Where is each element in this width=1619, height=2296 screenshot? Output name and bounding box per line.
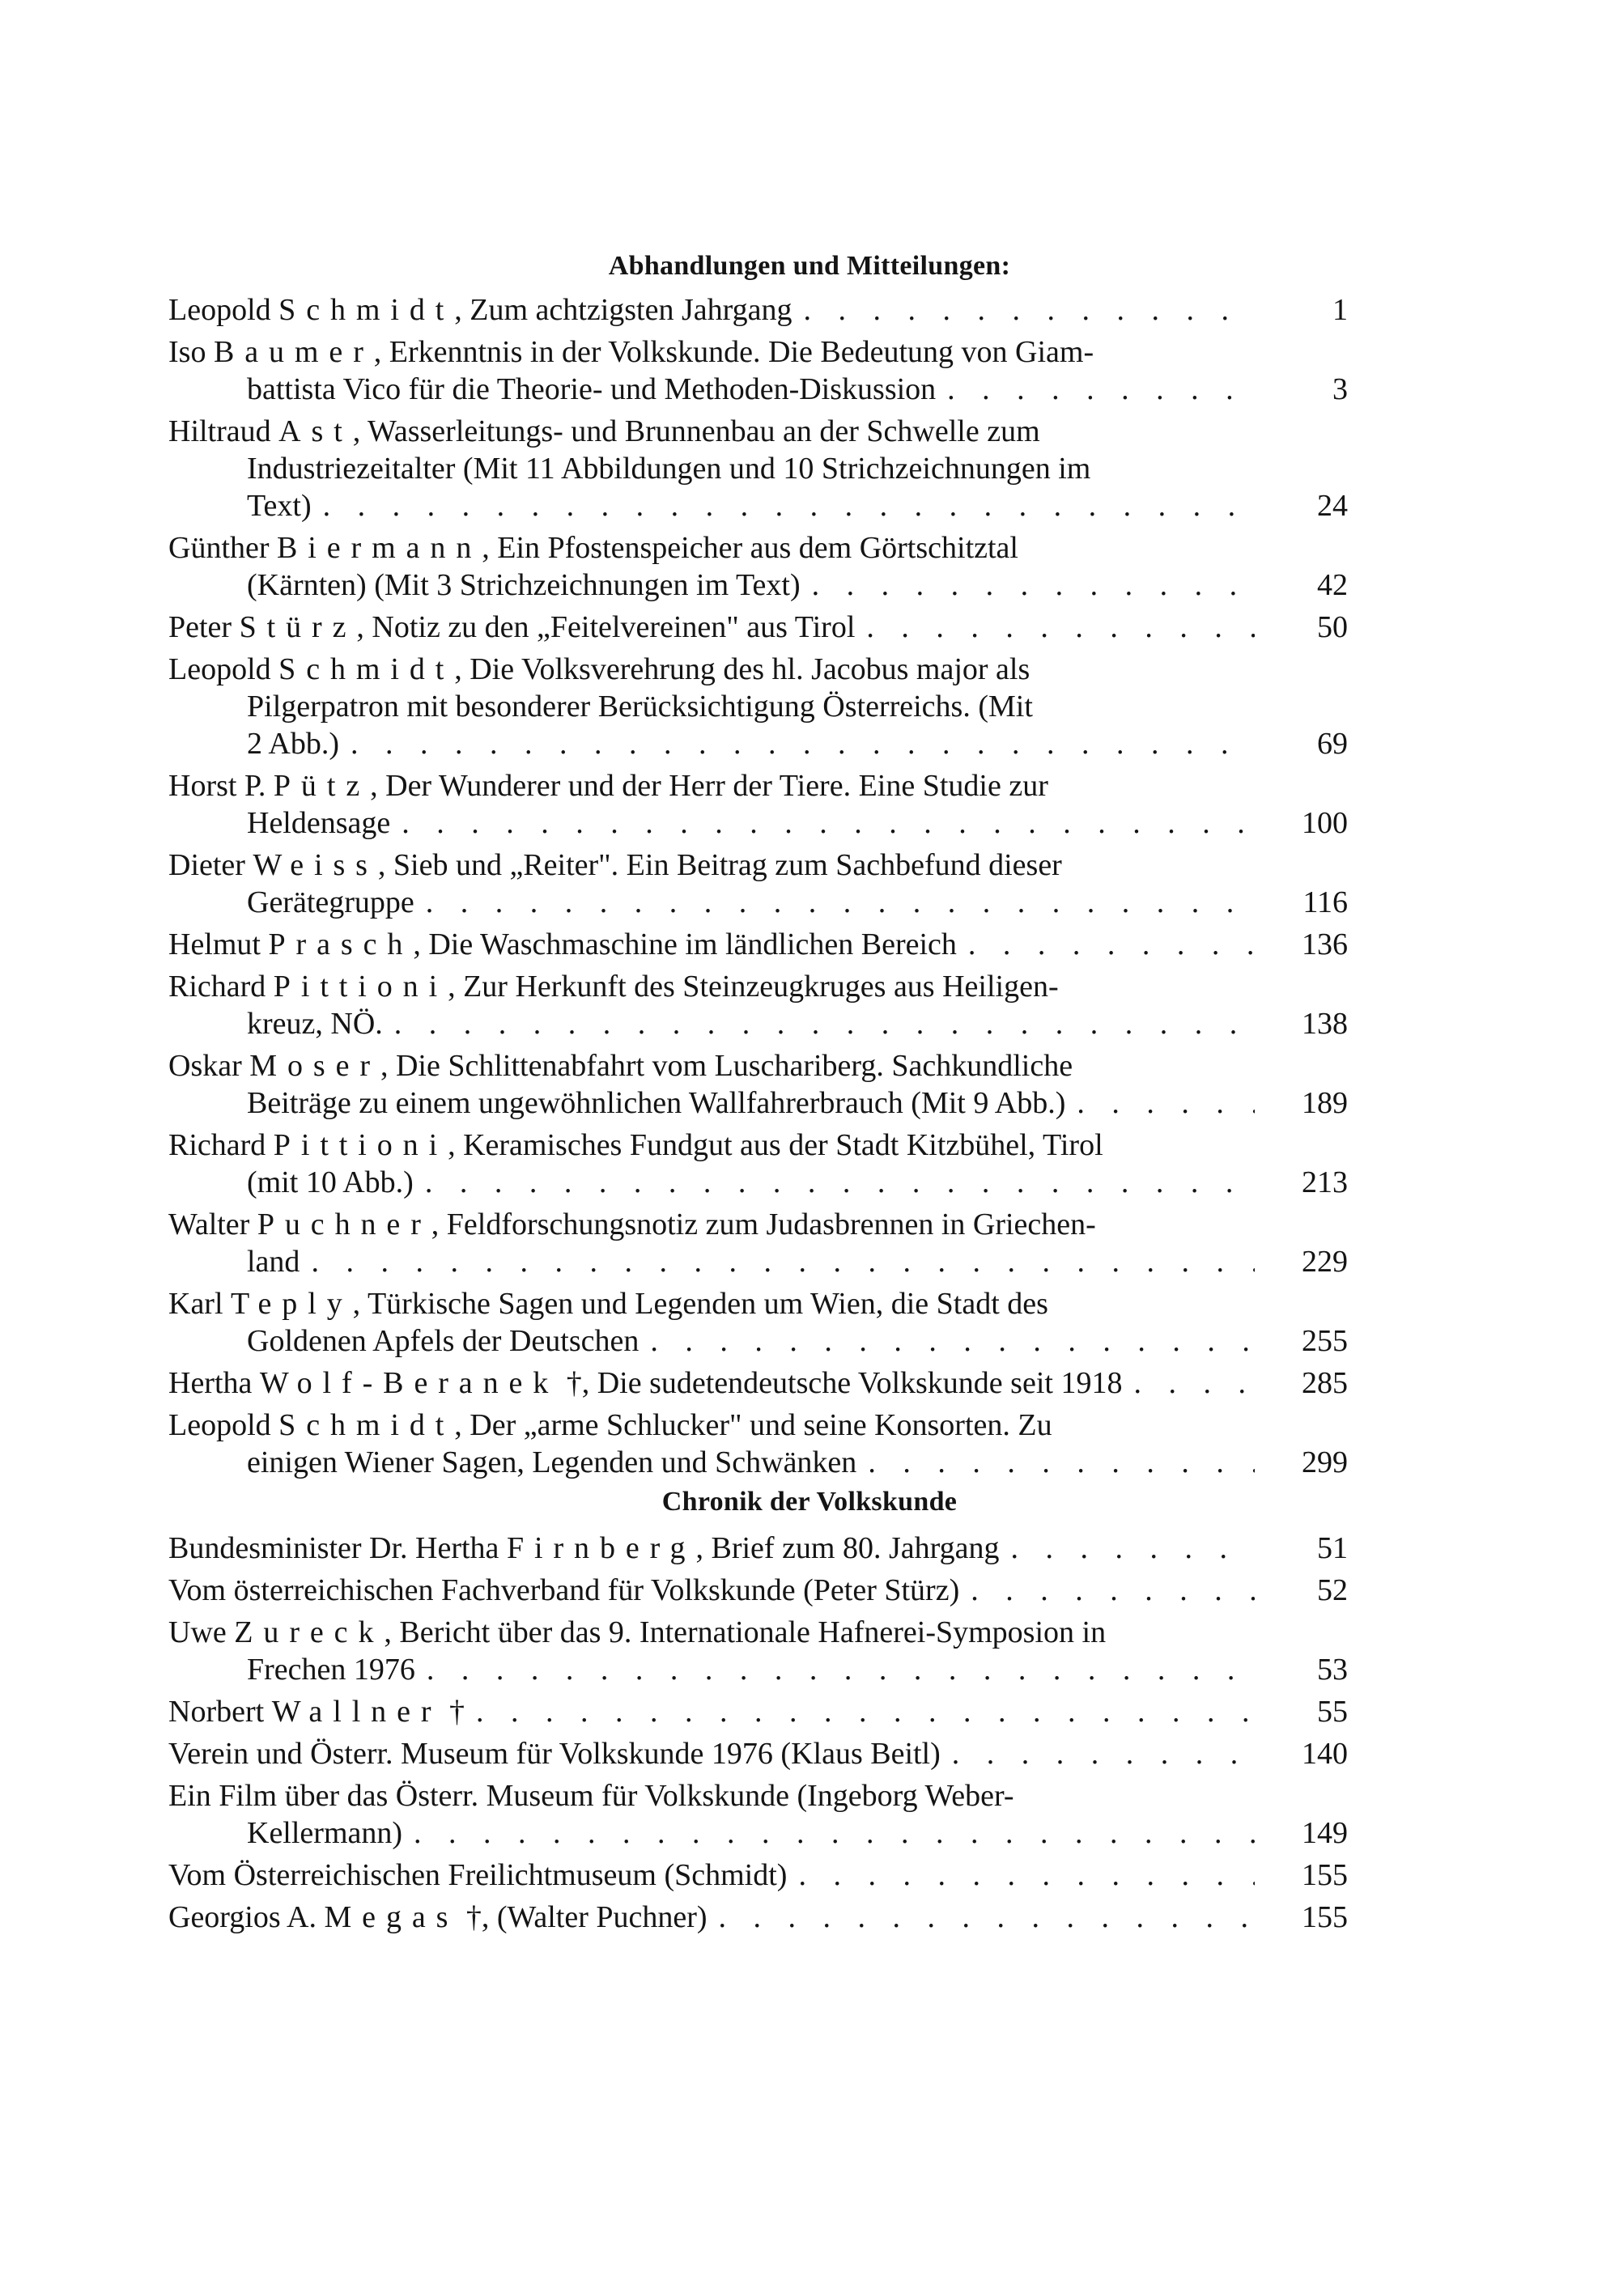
author-first-name: Dieter xyxy=(168,848,245,882)
entry-line: Oskar Moser, Die Schlittenabfahrt vom Luschariberg. Sachkundliche xyxy=(168,1049,1073,1083)
entry-title-text: einigen Wiener Sagen, Legenden und Schwänken xyxy=(247,1445,857,1479)
toc-entry xyxy=(168,1735,1348,1772)
page-number: 42 xyxy=(1317,568,1348,602)
page-number: 155 xyxy=(1302,1858,1348,1892)
dot-leader xyxy=(812,567,1255,604)
page-number: 155 xyxy=(1302,1900,1348,1934)
page-number: 100 xyxy=(1302,806,1348,840)
page-number: 299 xyxy=(1302,1445,1348,1479)
toc-list-chronik xyxy=(168,1530,1348,1941)
entry-title-text: Der Wunderer und der Herr der Tiere. Eine Studie zur xyxy=(385,769,1048,803)
author-first-name: Uwe xyxy=(168,1615,227,1649)
toc-entry xyxy=(168,1857,1348,1894)
entry-title-text: Ein Pfostenspeicher aus dem Görtschitztal xyxy=(497,531,1018,565)
author-last-name: Pütz xyxy=(273,769,371,803)
author-last-name: Pittioni xyxy=(273,970,448,1004)
entry-line xyxy=(247,688,1033,725)
entry-line: Walter Puchner, Feldforschungsnotiz zum Judasbrennen in Griechen- xyxy=(168,1207,1096,1241)
entry-title-text: Die Volksverehrung des hl. Jacobus major als xyxy=(470,652,1030,686)
author-first-name: Leopold xyxy=(168,293,271,327)
entry-line: Leopold Schmidt, Der „arme Schlucker" und seine Konsorten. Zu xyxy=(168,1408,1052,1442)
toc-entry xyxy=(168,1614,1348,1688)
page-number: 24 xyxy=(1317,489,1348,523)
entry-line xyxy=(247,371,936,408)
entry-line xyxy=(168,1857,787,1894)
entry-line xyxy=(247,1322,639,1360)
entry-title-text: Bericht über das 9. Internationale Hafnerei-Symposion in xyxy=(399,1615,1107,1649)
entry-line xyxy=(168,1572,959,1609)
entry-line: Richard Pittioni, Keramisches Fundgut aus der Stadt Kitzbühel, Tirol xyxy=(168,1128,1103,1162)
author-last-name: Schmidt xyxy=(278,652,455,686)
entry-title-text: Industriezeitalter (Mit 11 Abbildungen und 10 Strichzeichnungen im xyxy=(247,452,1091,486)
dot-leader xyxy=(971,1572,1255,1609)
entry-title-text: Kellermann) xyxy=(247,1816,403,1850)
toc-list-abhandlungen xyxy=(168,291,1348,1486)
dot-leader xyxy=(719,1899,1255,1936)
entry-line xyxy=(247,450,1090,487)
entry-title-text: (mit 10 Abb.) xyxy=(247,1165,414,1199)
author-first-name: Hiltraud xyxy=(168,414,271,448)
entry-line xyxy=(247,1243,300,1280)
author-last-name: Pittioni xyxy=(273,1128,448,1162)
section-heading-abhandlungen: Abhandlungen und Mitteilungen: xyxy=(608,251,1011,281)
entry-line xyxy=(247,1814,402,1852)
entry-title-text: Verein und Österr. Museum für Volkskunde 1976 (Klaus Beitl) xyxy=(168,1737,941,1771)
page-number: 55 xyxy=(1317,1695,1348,1729)
entry-line xyxy=(247,804,390,842)
page-number: 213 xyxy=(1302,1165,1348,1199)
page-number: 189 xyxy=(1302,1086,1348,1120)
dot-leader xyxy=(868,1444,1255,1481)
entry-title-text: Gerätegruppe xyxy=(247,885,414,919)
toc-entry xyxy=(168,609,1348,646)
dot-leader xyxy=(311,1243,1255,1280)
author-last-name: Teply xyxy=(231,1287,353,1321)
entry-line xyxy=(247,1651,415,1688)
entry-title-text: Text) xyxy=(247,489,312,523)
author-last-name: Wolf-Beranek xyxy=(259,1366,559,1400)
entry-title-text: Pilgerpatron mit besonderer Berücksichtigung Österreichs. (Mit xyxy=(247,690,1033,724)
entry-title-text: Heldensage xyxy=(247,806,391,840)
author-last-name: Weiss xyxy=(253,848,378,882)
page-number: 255 xyxy=(1302,1324,1348,1358)
page-number: 140 xyxy=(1302,1737,1348,1771)
dot-leader xyxy=(1077,1084,1255,1122)
toc-entry xyxy=(168,1407,1348,1481)
page-number: 3 xyxy=(1332,372,1348,406)
entry-title-text: Die Schlittenabfahrt vom Luschariberg. Sachkundliche xyxy=(395,1049,1073,1083)
entry-title-text: kreuz, NÖ. xyxy=(247,1007,383,1041)
entry-line: Karl Teply, Türkische Sagen und Legenden um Wien, die Stadt des xyxy=(168,1287,1048,1321)
toc-entry xyxy=(168,529,1348,604)
dot-leader xyxy=(394,1005,1255,1042)
author-last-name: Puchner xyxy=(257,1207,431,1241)
dot-leader xyxy=(351,725,1255,762)
deceased-mark: † xyxy=(458,1900,482,1934)
author-last-name: Biermann xyxy=(277,531,482,565)
dot-leader xyxy=(323,487,1255,524)
page-number: 285 xyxy=(1302,1366,1348,1400)
dot-leader xyxy=(952,1735,1255,1772)
author-first-name: Hertha xyxy=(168,1366,253,1400)
entry-line xyxy=(247,567,801,604)
toc-entry xyxy=(168,1693,1348,1730)
author-last-name: Schmidt xyxy=(278,293,455,327)
entry-title-text: Die Waschmaschine im ländlichen Bereich xyxy=(428,927,957,961)
author-first-name: Richard xyxy=(168,970,266,1004)
entry-title-text: Goldenen Apfels der Deutschen xyxy=(247,1324,640,1358)
entry-line xyxy=(168,1735,941,1772)
entry-title-text: 2 Abb.) xyxy=(247,727,339,761)
entry-title-text: Keramisches Fundgut aus der Stadt Kitzbühel, Tirol xyxy=(463,1128,1103,1162)
author-first-name: Leopold xyxy=(168,1408,271,1442)
entry-title-text: Feldforschungsnotiz zum Judasbrennen in Griechen- xyxy=(446,1207,1096,1241)
dot-leader xyxy=(427,1651,1255,1688)
entry-title-text: Sieb und „Reiter". Ein Beitrag zum Sachbefund dieser xyxy=(393,848,1062,882)
dot-leader xyxy=(1010,1530,1255,1567)
author-last-name: Megas xyxy=(324,1900,459,1934)
entry-line: Horst P. Pütz, Der Wunderer und der Herr der Tiere. Eine Studie zur xyxy=(168,769,1048,803)
author-first-name: Helmut xyxy=(168,927,261,961)
entry-title-text: Wasserleitungs- und Brunnenbau an der Schwelle zum xyxy=(368,414,1040,448)
entry-line: Georgios A. Megas †, (Walter Puchner) xyxy=(168,1900,708,1934)
author-first-name: Karl xyxy=(168,1287,223,1321)
author-first-name: Norbert xyxy=(168,1695,265,1729)
author-last-name: Stürz xyxy=(239,610,357,644)
page-number: 53 xyxy=(1317,1653,1348,1687)
entry-line xyxy=(247,487,312,524)
entry-title-text: Der „arme Schlucker" und seine Konsorten. Zu xyxy=(470,1408,1052,1442)
entry-title-text: Vom Österreichischen Freilichtmuseum (Schmidt) xyxy=(168,1858,788,1892)
dot-leader xyxy=(803,291,1255,329)
entry-title-text: Brief zum 80. Jahrgang xyxy=(711,1531,1000,1565)
toc-entry xyxy=(168,1364,1348,1402)
toc-entry xyxy=(168,1285,1348,1360)
page-number: 69 xyxy=(1317,727,1348,761)
author-first-name: Leopold xyxy=(168,652,271,686)
toc-entry xyxy=(168,1572,1348,1609)
entry-line xyxy=(247,725,339,762)
entry-line xyxy=(247,1084,1065,1122)
entry-title-text: battista Vico für die Theorie- und Methoden-Diskussion xyxy=(247,372,937,406)
dot-leader xyxy=(650,1322,1255,1360)
author-first-name: Horst P. xyxy=(168,769,266,803)
entry-line: Richard Pittioni, Zur Herkunft des Steinzeugkruges aus Heiligen- xyxy=(168,970,1059,1004)
entry-title-text: Beiträge zu einem ungewöhnlichen Wallfahrerbrauch (Mit 9 Abb.) xyxy=(247,1086,1066,1120)
toc-entry xyxy=(168,1206,1348,1280)
entry-line: Günther Biermann, Ein Pfostenspeicher aus dem Görtschitztal xyxy=(168,531,1018,565)
toc-entry xyxy=(168,1530,1348,1567)
dot-leader xyxy=(425,1164,1255,1201)
entry-line xyxy=(168,1777,1014,1814)
dot-leader xyxy=(866,609,1255,646)
entry-line: Hertha Wolf-Beranek †, Die sudetendeutsche Volkskunde seit 1918 xyxy=(168,1366,1123,1400)
entry-title-text: Ein Film über das Österr. Museum für Volkskunde (Ingeborg Weber- xyxy=(168,1779,1014,1813)
toc-entry xyxy=(168,413,1348,524)
dot-leader xyxy=(947,371,1255,408)
author-last-name: Zureck xyxy=(234,1615,385,1649)
toc-entry xyxy=(168,291,1348,329)
page-number: 52 xyxy=(1317,1573,1348,1607)
entry-title-text: (Kärnten) (Mit 3 Strichzeichnungen im Text) xyxy=(247,568,801,602)
entry-line: Iso Baumer, Erkenntnis in der Volkskunde. Die Bedeutung von Giam- xyxy=(168,335,1094,369)
page-number: 138 xyxy=(1302,1007,1348,1041)
author-last-name: Prasch xyxy=(268,927,414,961)
toc-entry xyxy=(168,1777,1348,1852)
deceased-mark: † xyxy=(441,1695,465,1729)
toc-entry xyxy=(168,651,1348,762)
page-number: 136 xyxy=(1302,927,1348,961)
entry-line: Hiltraud Ast, Wasserleitungs- und Brunnenbau an der Schwelle zum xyxy=(168,414,1040,448)
author-first-name: Oskar xyxy=(168,1049,242,1083)
author-last-name: Ast xyxy=(278,414,353,448)
entry-line: Bundesminister Dr. Hertha Firnberg, Brief zum 80. Jahrgang xyxy=(168,1531,1000,1565)
entry-title-text: Frechen 1976 xyxy=(247,1653,415,1687)
toc-entry xyxy=(168,1899,1348,1936)
entry-title-text: land xyxy=(247,1245,300,1279)
entry-line: Leopold Schmidt, Die Volksverehrung des hl. Jacobus major als xyxy=(168,652,1030,686)
author-last-name: Wallner xyxy=(271,1695,442,1729)
entry-line: Uwe Zureck, Bericht über das 9. Internationale Hafnerei-Symposion in xyxy=(168,1615,1107,1649)
entry-title-text: (Walter Puchner) xyxy=(496,1900,708,1934)
page-number: 1 xyxy=(1332,293,1348,327)
dot-leader xyxy=(476,1693,1255,1730)
entry-line xyxy=(168,1693,465,1730)
entry-line: Dieter Weiss, Sieb und „Reiter". Ein Beitrag zum Sachbefund dieser xyxy=(168,848,1062,882)
entry-title-text: Zum achtzigsten Jahrgang xyxy=(470,293,793,327)
entry-line xyxy=(247,884,414,921)
toc-entry xyxy=(168,333,1348,408)
dot-leader xyxy=(798,1857,1255,1894)
entry-line xyxy=(247,1005,383,1042)
toc-entry xyxy=(168,847,1348,921)
dot-leader xyxy=(426,884,1255,921)
section-heading-chronik: Chronik der Volkskunde xyxy=(661,1487,958,1517)
entry-title-text: Die sudetendeutsche Volkskunde seit 1918 xyxy=(597,1366,1123,1400)
toc-entry xyxy=(168,926,1348,963)
page-number: 51 xyxy=(1317,1531,1348,1565)
dot-leader xyxy=(968,926,1255,963)
page-number: 229 xyxy=(1302,1245,1348,1279)
author-first-name: Günther xyxy=(168,531,270,565)
toc-entry xyxy=(168,1127,1348,1201)
deceased-mark: † xyxy=(559,1366,582,1400)
dot-leader xyxy=(414,1814,1255,1852)
entry-title-text: Notiz zu den „Feitelvereinen" aus Tirol xyxy=(372,610,856,644)
author-first-name: Richard xyxy=(168,1128,266,1162)
page-number: 50 xyxy=(1317,610,1348,644)
author-last-name: Moser xyxy=(249,1049,380,1083)
entry-title-text: Vom österreichischen Fachverband für Volkskunde (Peter Stürz) xyxy=(168,1573,960,1607)
page-number: 116 xyxy=(1302,885,1348,919)
dot-leader xyxy=(402,804,1255,842)
dot-leader xyxy=(1133,1364,1255,1402)
entry-title-text: Erkenntnis in der Volkskunde. Die Bedeutung von Giam- xyxy=(389,335,1094,369)
entry-title-text: Türkische Sagen und Legenden um Wien, die Stadt des xyxy=(367,1287,1048,1321)
entry-line xyxy=(247,1444,856,1481)
toc-entry xyxy=(168,1047,1348,1122)
page-number: 149 xyxy=(1302,1816,1348,1850)
entry-line: Helmut Prasch, Die Waschmaschine im ländlichen Bereich xyxy=(168,927,957,961)
author-first-name: Walter xyxy=(168,1207,250,1241)
author-first-name: Georgios A. xyxy=(168,1900,317,1934)
author-last-name: Firnberg xyxy=(506,1531,696,1565)
author-first-name: Bundesminister Dr. Hertha xyxy=(168,1531,499,1565)
entry-title-text: Zur Herkunft des Steinzeugkruges aus Heiligen- xyxy=(463,970,1059,1004)
entry-line xyxy=(247,1164,414,1201)
entry-line: Peter Stürz, Notiz zu den „Feitelvereinen" aus Tirol xyxy=(168,610,856,644)
author-last-name: Schmidt xyxy=(278,1408,455,1442)
toc-entry xyxy=(168,968,1348,1042)
author-last-name: Baumer xyxy=(213,335,374,369)
entry-line: Leopold Schmidt, Zum achtzigsten Jahrgang xyxy=(168,293,793,327)
author-first-name: Iso xyxy=(168,335,206,369)
toc-entry xyxy=(168,767,1348,842)
author-first-name: Peter xyxy=(168,610,232,644)
